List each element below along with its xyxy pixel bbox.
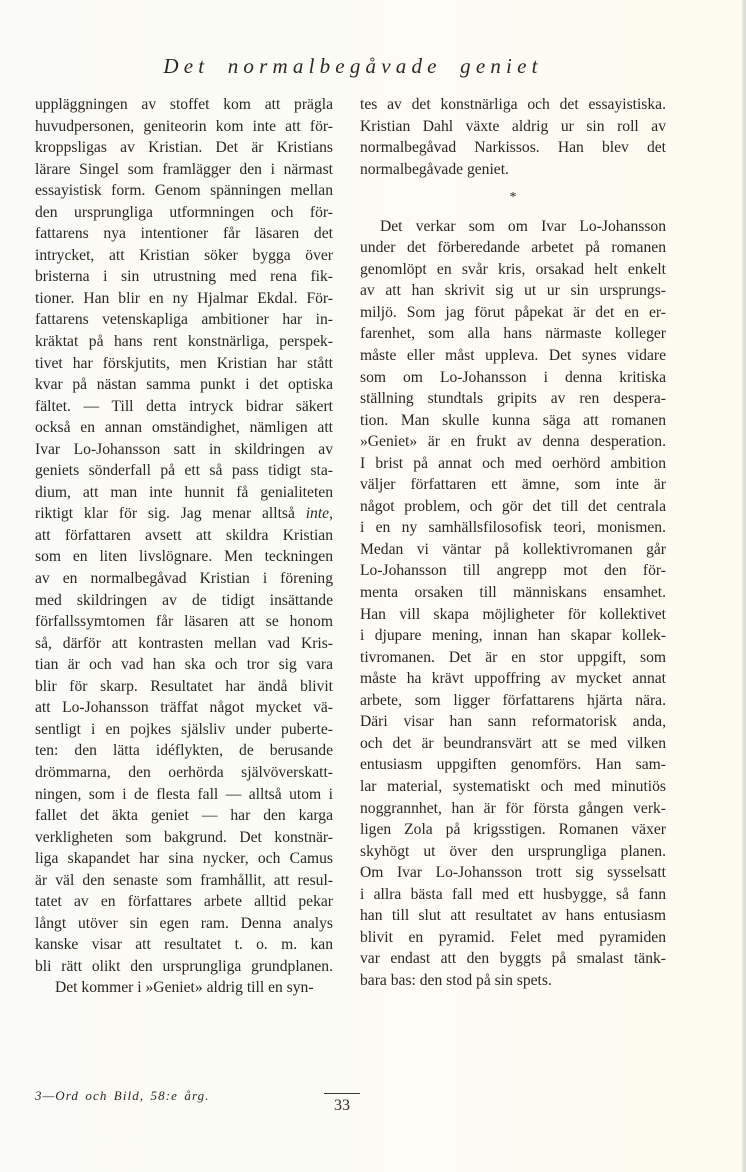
text-line: Det kommer i »Geniet» aldrig till en syn- [55, 979, 314, 997]
text-line: kanske visar att resultatet t. o. m. kan [35, 936, 333, 954]
text-line: normalbegåvad Narkissos. Han blev det [360, 139, 666, 157]
text-line: bli rätt olikt den ursprungliga grundplanen. [35, 957, 333, 975]
text-line: ningen, som i de flesta fall — alltså utom i [35, 785, 333, 803]
text-line: blir för skarp. Resultatet har ändå blivit [35, 677, 333, 695]
page-edge [742, 0, 746, 1172]
text-line: fattarens vetenskapliga ambitioner har in- [35, 311, 333, 329]
text-line: långt utöver sin egen ram. Denna analys [35, 914, 333, 932]
text-line: den ursprungliga utformningen och för- [35, 203, 333, 221]
text-line: han till slut att resultatet av hans entusiasm [360, 907, 666, 925]
text-line: väljer författaren ett ämne, som inte är [360, 476, 666, 494]
text-line: intrycket, att Kristian söker bygga över [35, 246, 333, 264]
text-line: ten: den lätta idéflykten, de berusande [35, 742, 333, 760]
text-line: Däri visar han sann reformatorisk anda, [360, 713, 666, 731]
text-line: kräktat på hans rent konstnärliga, perspek- [35, 333, 333, 351]
text-line: något problem, och gör det till det centrala [360, 497, 666, 515]
text-line: som en liten livslögnare. Men teckningen [35, 548, 333, 566]
text-line: normalbegåvade geniet. [360, 160, 509, 178]
text-line: tivet har förskjutits, men Kristian har stått [35, 354, 333, 372]
text-line: kroppsligas av Kristian. Det är Kristians [35, 139, 333, 157]
right-column [360, 94, 666, 991]
text-line: i en ny samhällsfilosofisk teori, monismen. [360, 519, 666, 537]
text-line: noggrannhet, han är för första gången verk- [360, 799, 666, 817]
text-line: måste ha krävt uppoffring av mycket annat [360, 670, 666, 688]
text-line: blivit en pyramid. Felet med pyramiden [360, 928, 666, 946]
text-line: Ivar Lo-Johansson satt in skildringen av [35, 440, 333, 458]
text-line: Medan vi väntar på kollektivromanen går [360, 540, 666, 558]
text-line: Han vill skapa möjligheter för kollektivet [360, 605, 666, 623]
text-line: genomlöpt en svår kris, orsakad helt enkelt [360, 260, 666, 278]
text-line: arbete, som ligger författarens hjärta nära. [360, 691, 666, 709]
text-line: menta orsaken till människans ensamhet. [360, 584, 666, 602]
text-line: Lo-Johansson till angrepp mot den för- [360, 562, 666, 580]
text-line: fattarens nya intentioner får läsaren det [35, 225, 333, 243]
text-line: bara bas: den stod på sin spets. [360, 971, 552, 989]
text-line: fallet det äkta geniet — har den karga [35, 807, 333, 825]
right-paragraph-2 [360, 216, 666, 992]
text-line: tian är och vad han ska och tror sig vara [35, 656, 333, 674]
emphasis: inte [305, 505, 330, 523]
text-line: farenhet, som alla hans närmaste kolleger [360, 325, 666, 343]
text-line: riktigt klar för sig. Jag menar alltså inte, [35, 505, 333, 523]
text-line: måste eller måst uppleva. Det synes vidare [360, 347, 666, 365]
text-line: Om Ivar Lo-Johansson trott sig sysselsatt [360, 864, 666, 882]
text-line: ligen Zola på krigsstigen. Romanen växer [360, 821, 666, 839]
text-line: så, därför att kontrasten mellan vad Kris- [35, 634, 333, 652]
text-line: miljö. Som jag förut påpekat är det en er- [360, 303, 666, 321]
section-separator: * [509, 190, 517, 206]
text-line: i allra bästa fall med ett husbygge, så fann [360, 885, 666, 903]
text-line: lar material, systematiskt och med minutiös [360, 777, 666, 795]
text-line: Det verkar som om Ivar Lo-Johansson [380, 217, 666, 235]
text-line: ställning stundtals gripits av ren despera- [360, 390, 666, 408]
text-line: geniets sönderfall på ett så pass tidigt sta- [35, 462, 333, 480]
text-line: skyhögt ut över den ursprungliga planen. [360, 842, 666, 860]
text-line: essayistisk form. Genom spänningen mellan [35, 182, 333, 200]
text-line: dium, att man inte hunnit få genialiteten [35, 483, 333, 501]
right-paragraph-1 [360, 94, 666, 180]
text-line: lärare Singel som framlägger den i närmast [35, 160, 333, 178]
text-line: liga skapandet har sina nycker, och Camus [35, 850, 333, 868]
text-line: tioner. Han blir en ny Hjalmar Ekdal. För- [35, 289, 333, 307]
text-line: tivromanen. Det är en stor uppgift, som [360, 648, 666, 666]
text-line: verkligheten som bakgrund. Det konstnär- [35, 828, 333, 846]
text-line: att Lo-Johansson träffat något mycket vä- [35, 699, 333, 717]
text-line: i djupare mening, innan han skapar kollek- [360, 627, 666, 645]
text-line: av att han skrivit sig ut ur sin ursprungs- [360, 282, 666, 300]
text-line: också en annan omständighet, nämligen att [35, 419, 333, 437]
text-line: var endast att den byggts på smalast tänk- [360, 950, 666, 968]
text-line: som om Lo-Johansson i denna kritiska [360, 368, 666, 386]
text-line: sentligt i en pojkes själsliv under puberte- [35, 720, 333, 738]
text-line: att författaren avsett att skildra Kristian [35, 526, 333, 544]
text-line: bristerna i sin utrustning med rena fik- [35, 268, 333, 286]
left-column [35, 94, 333, 999]
text-line: huvudpersonen, geniteorin kom inte att för- [35, 117, 333, 135]
text-line: uppläggningen av stoffet kom att prägla [35, 96, 333, 113]
text-line: förfallssymtomen får läsaren att se honom [35, 613, 333, 631]
text-line: drömmarna, den oerhörda självöverskatt- [35, 763, 333, 781]
text-line: kvar på nästan samma punkt i det optiska [35, 376, 333, 394]
text-line: och det är beundransvärt att se med vilken [360, 734, 666, 752]
text-line: tion. Man skulle kunna säga att romanen [360, 411, 666, 429]
page-number: 33 [324, 1093, 360, 1115]
text-line: under det förberedande arbetet på romanen [360, 239, 666, 257]
text-line: Kristian Dahl växte aldrig ur sin roll av [360, 117, 666, 135]
text-line: tatet av en författares arbete alltid pekar [35, 893, 333, 911]
text-line: är väl den senaste som framhållit, att resul- [35, 871, 333, 889]
text-line: av en normalbegåvad Kristian i förening [35, 570, 333, 588]
text-line: entusiasm uppgiften genomförs. Han sam- [360, 756, 666, 774]
running-head: Det normalbegåvade geniet [163, 54, 543, 78]
text-line: fältet. — Till detta intryck bidrar säkert [35, 397, 333, 415]
text-line: I brist på annat och med oerhörd ambition [360, 454, 666, 472]
text-line: med skildringen av de tidigt insättande [35, 591, 333, 609]
footer-source: 3—Ord och Bild, 58:e årg. [35, 1088, 210, 1103]
text-line: tes av det konstnärliga och det essayistiska. [360, 96, 666, 113]
text-line: »Geniet» är en frukt av denna desperation. [360, 433, 666, 451]
